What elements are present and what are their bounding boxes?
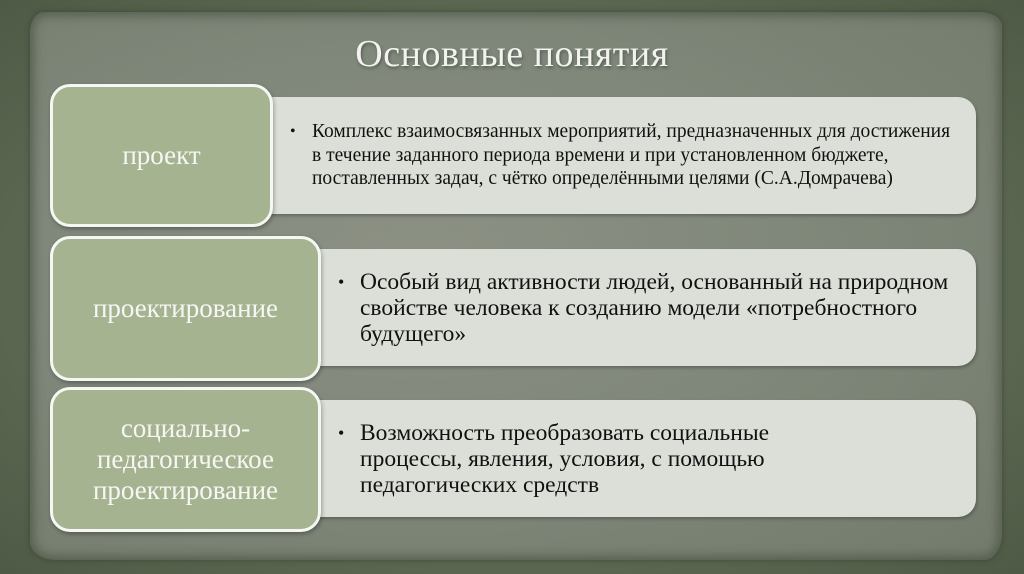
term-label — [93, 413, 278, 506]
term-box-design — [50, 236, 321, 381]
term-label-line: проектирование — [92, 475, 279, 505]
bullet-icon: • — [338, 271, 345, 292]
definition-box-project — [270, 97, 976, 214]
definition-text: Особый вид активности людей, основанный на природном свойстве человека к созданию модели «потребностного будущего» — [360, 268, 949, 347]
definition-text: Комплекс взаимосвязанных мероприятий, предназначенных для достижения в течение заданного периода времени и при установленном бюджете, поставленных задач, с чётко определёнными целями (С.А.Домрачева) — [312, 121, 951, 190]
bullet-icon: • — [338, 422, 345, 443]
term-label: проектирование — [92, 293, 279, 323]
term-box-social-pedagogical-design — [50, 387, 321, 532]
term-label: проект — [122, 140, 201, 170]
term-label-line: педагогическое — [96, 444, 274, 474]
bullet-icon: • — [290, 123, 296, 141]
slide-title: Основные понятия — [355, 33, 669, 75]
definition-box-social-pedagogical-design — [318, 400, 976, 517]
definition-box-design — [318, 249, 976, 366]
term-label-line: социально- — [120, 413, 251, 443]
term-box-project — [50, 84, 273, 227]
definition-text: Возможность преобразовать социальные процессы, явления, условия, с помощью педагогических средств — [360, 419, 770, 498]
